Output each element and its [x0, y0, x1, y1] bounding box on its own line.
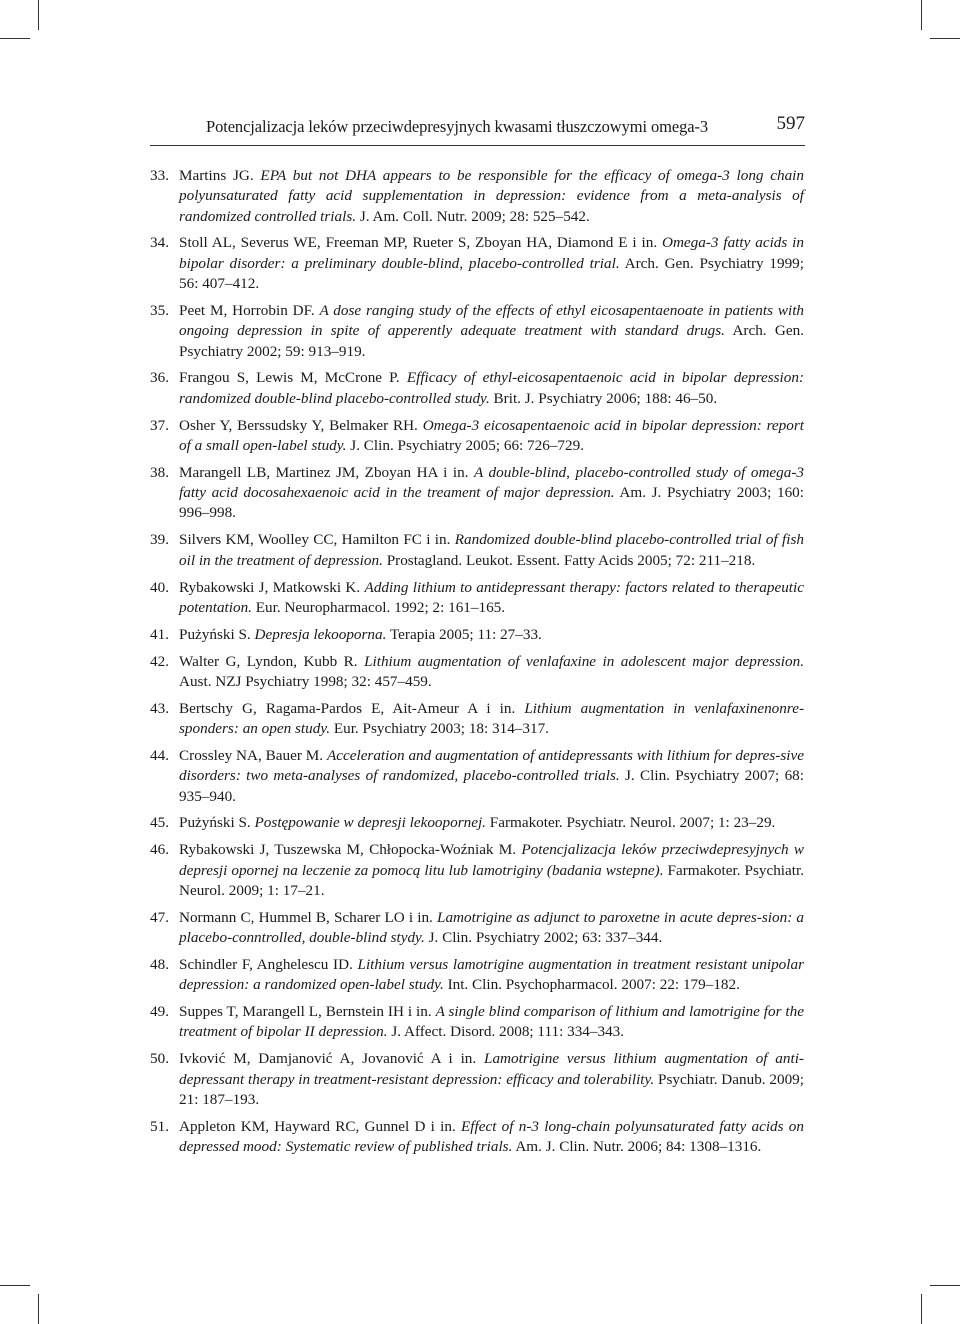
reference-item	[150, 746, 804, 807]
reference-number: 44.	[150, 746, 169, 764]
reference-title: A dose ranging study of the effects of ethyl eicosapentaenoate in patients with ongoing depression in spite of apperently adequate treatment with standard drugs.	[179, 301, 805, 340]
reference-title: EPA but not DHA appears to be responsible for the efficacy of omega-3 long chain polyunsaturated fatty acid supplementation in depression: evidence from a meta-analysis of randomized controlled trials.	[179, 167, 804, 225]
reference-authors: Normann C, Hummel B, Scharer LO i in.	[179, 908, 438, 926]
reference-item	[150, 1049, 804, 1110]
crop-mark	[921, 1294, 922, 1324]
reference-title: Omega-3 fatty acids in bipolar disorder: a preliminary double-blind, placebo-controlled trial.	[179, 234, 804, 272]
reference-item	[150, 813, 804, 833]
reference-item	[150, 166, 804, 227]
reference-item	[150, 652, 804, 693]
reference-authors: Ivković M, Damjanović A, Jovanović A i in.	[179, 1050, 484, 1068]
reference-title: Efficacy of ethyl-eicosapentaenoic acid in bipolar depression: randomized double-blind placebo-controlled study.	[179, 369, 805, 407]
reference-authors: Stoll AL, Severus WE, Freeman MP, Rueter S, Zboyan HA, Diamond E i in.	[179, 234, 662, 252]
reference-item	[150, 908, 804, 949]
reference-title: Adding lithium to antidepressant therapy: factors related to therapeutic potentation.	[179, 578, 804, 616]
reference-title: Depresja lekooporna.	[254, 625, 387, 643]
header-rule	[150, 145, 805, 146]
reference-number: 35.	[150, 301, 169, 319]
crop-mark	[0, 1285, 30, 1286]
reference-item	[150, 578, 804, 619]
reference-authors: Pużyński S.	[179, 814, 255, 832]
reference-item	[150, 955, 804, 996]
reference-source: Int. Clin. Psychopharmacol. 2007: 22: 179–182.	[443, 976, 740, 994]
reference-authors: Frangou S, Lewis M, McCrone P.	[179, 369, 407, 387]
reference-title: Acceleration and augmentation of antidepressants with lithium for depres-sive disorders: two meta-analyses of randomized, placebo-controlled trials.	[179, 746, 804, 785]
reference-number: 34.	[150, 234, 169, 252]
reference-number: 41.	[150, 625, 169, 643]
reference-number: 50.	[150, 1050, 169, 1068]
reference-item	[150, 699, 804, 740]
page-header	[150, 113, 805, 145]
reference-source: Arch. Gen. Psychiatry 1999; 56: 407–412.	[179, 254, 804, 293]
reference-number: 36.	[150, 369, 169, 387]
reference-item	[150, 625, 804, 645]
reference-title: A single blind comparison of lithium and lamotrigine for the treatment of bipolar II depression.	[179, 1003, 804, 1041]
reference-item	[150, 368, 804, 409]
reference-authors: Marangell LB, Martinez JM, Zboyan HA i in.	[179, 463, 475, 481]
reference-number: 45.	[150, 814, 169, 832]
reference-source: Am. J. Clin. Nutr. 2006; 84: 1308–1316.	[512, 1138, 762, 1156]
reference-source: Farmakoter. Psychiatr. Neurol. 2007; 1: 23–29.	[485, 814, 776, 832]
crop-mark	[38, 1294, 39, 1324]
reference-authors: Schindler F, Anghelescu ID.	[179, 956, 358, 973]
reference-title: Effect of n-3 long-chain polyunsaturated fatty acids on depressed mood: Systematic review of published trials.	[179, 1117, 804, 1156]
reference-source: Arch. Gen. Psychiatry 2002; 59: 913–919.	[179, 322, 804, 360]
reference-source: Brit. J. Psychiatry 2006; 188: 46–50.	[489, 389, 718, 407]
reference-source: Eur. Neuropharmacol. 1992; 2: 161–165.	[251, 598, 506, 616]
reference-authors: Rybakowski J, Tuszewska M, Chłopocka-Woźniak M.	[179, 841, 522, 859]
reference-number: 38.	[150, 463, 169, 481]
crop-mark	[930, 38, 960, 39]
reference-authors: Appleton KM, Hayward RC, Gunnel D i in.	[179, 1117, 462, 1135]
reference-source: Aust. NZJ Psychiatry 1998; 32: 457–459.	[179, 672, 432, 690]
reference-source: Am. J. Psychiatry 2003; 160: 996–998.	[179, 484, 804, 522]
reference-list	[150, 166, 804, 1164]
reference-authors: Peet M, Horrobin DF.	[179, 301, 320, 319]
reference-source: J. Clin. Psychiatry 2002; 63: 337–344.	[424, 929, 663, 947]
reference-item	[150, 233, 804, 294]
reference-title: Randomized double-blind placebo-controlled trial of fish oil in the treatment of depression.	[179, 531, 804, 569]
crop-mark	[38, 0, 39, 30]
reference-item	[150, 301, 804, 362]
reference-title: Lithium augmentation of venlafaxine in adolescent major depression.	[364, 652, 804, 670]
reference-title: Postępowanie w depresji lekoopornej.	[254, 814, 486, 832]
reference-item	[150, 840, 804, 901]
reference-number: 43.	[150, 699, 169, 717]
reference-number: 49.	[150, 1003, 169, 1021]
page-number: 597	[776, 113, 805, 134]
reference-item	[150, 1002, 804, 1043]
reference-authors: Martins JG.	[179, 167, 261, 184]
crop-mark	[921, 0, 922, 30]
reference-authors: Osher Y, Berssudsky Y, Belmaker RH.	[179, 416, 423, 434]
reference-source: J. Affect. Disord. 2008; 111: 334–343.	[387, 1023, 625, 1041]
reference-source: J. Clin. Psychiatry 2005; 66: 726–729.	[346, 436, 585, 454]
reference-number: 48.	[150, 956, 169, 973]
reference-authors: Suppes T, Marangell L, Bernstein IH i in.	[179, 1003, 436, 1021]
reference-title: Potencjalizacja leków przeciwdepresyjnych w depresji opornej na leczenie za pomocą litu lub lamotriginy (badania wstepne).	[179, 841, 804, 879]
reference-title: Lamotrigine as adjunct to paroxetne in acute depres-sion: a placebo-conntrolled, double-blind stydy.	[179, 908, 804, 947]
reference-source: Prostagland. Leukot. Essent. Fatty Acids 2005; 72: 211–218.	[382, 551, 756, 569]
reference-title: Lithium versus lamotrigine augmentation in treatment resistant unipolar depression: a randomized open-label study.	[179, 956, 804, 994]
reference-source: J. Am. Coll. Nutr. 2009; 28: 525–542.	[356, 207, 590, 225]
reference-authors: Silvers KM, Woolley CC, Hamilton FC i in.	[179, 531, 455, 549]
reference-authors: Crossley NA, Bauer M.	[179, 746, 327, 764]
reference-number: 46.	[150, 841, 169, 859]
reference-item	[150, 530, 804, 571]
reference-item	[150, 416, 804, 457]
reference-title: Lamotrigine versus lithium augmentation of anti-depressant therapy in treatment-resistant depression: efficacy and tolerability.	[179, 1050, 804, 1088]
reference-authors: Rybakowski J, Matkowski K.	[179, 578, 365, 596]
crop-mark	[0, 38, 30, 39]
reference-number: 33.	[150, 167, 169, 184]
reference-number: 39.	[150, 531, 169, 549]
reference-title: Lithium augmentation in venlafaxinenonre-sponders: an open study.	[179, 699, 805, 738]
reference-source: Terapia 2005; 11: 27–33.	[386, 625, 542, 643]
reference-item	[150, 1117, 804, 1158]
reference-number: 51.	[150, 1117, 169, 1135]
reference-title: Omega-3 eicosapentaenoic acid in bipolar depression: report of a small open-label study.	[179, 416, 804, 454]
reference-authors: Bertschy G, Ragama-Pardos E, Ait-Ameur A i in.	[179, 699, 525, 717]
reference-title: A double-blind, placebo-controlled study of omega-3 fatty acid docosahexaenoic acid in the treament of major depression.	[179, 463, 804, 502]
reference-number: 37.	[150, 416, 169, 434]
reference-authors: Pużyński S.	[179, 625, 255, 643]
reference-source: Psychiatr. Danub. 2009; 21: 187–193.	[179, 1070, 804, 1108]
reference-source: Farmakoter. Psychiatr. Neurol. 2009; 1: 17–21.	[179, 861, 804, 899]
reference-authors: Walter G, Lyndon, Kubb R.	[179, 652, 365, 670]
reference-source: J. Clin. Psychiatry 2007; 68: 935–940.	[179, 767, 804, 805]
reference-source: Eur. Psychiatry 2003; 18: 314–317.	[330, 720, 549, 738]
running-title: Potencjalizacja leków przeciwdepresyjnych kwasami tłuszczowymi omega-3	[206, 117, 709, 136]
reference-item	[150, 463, 804, 524]
reference-number: 40.	[150, 578, 169, 596]
reference-number: 42.	[150, 652, 169, 670]
crop-mark	[930, 1285, 960, 1286]
reference-number: 47.	[150, 908, 169, 926]
